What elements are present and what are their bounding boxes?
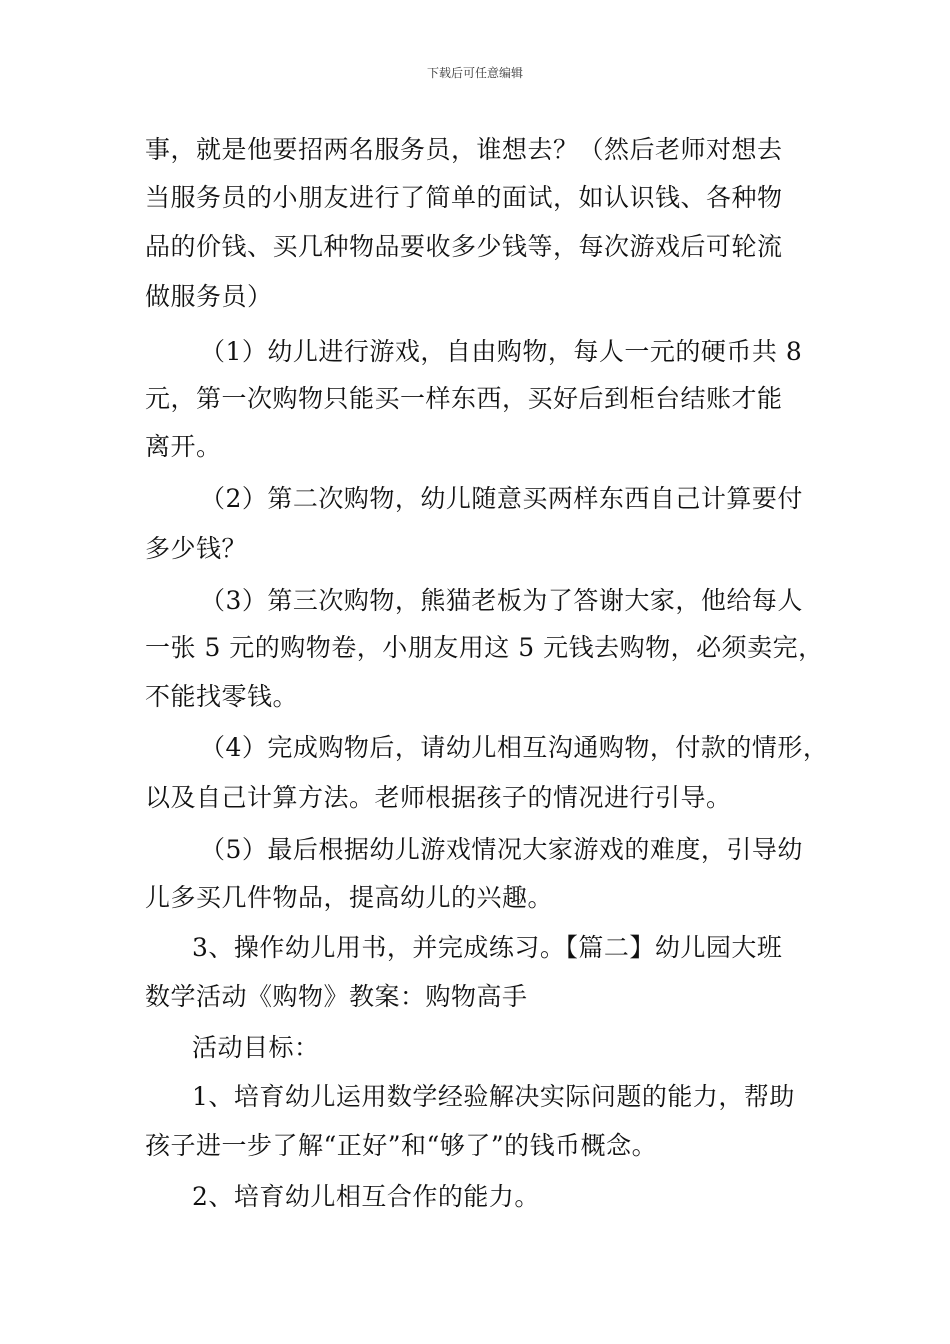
text-line: （2）第二次购物，幼儿随意买两样东西自己计算要付 <box>200 484 803 513</box>
text-line: 儿多买几件物品，提高幼儿的兴趣。 <box>145 883 554 912</box>
text-line: 3、操作幼儿用书，并完成练习。【篇二】幼儿园大班 <box>192 933 783 962</box>
text-line: 1、培育幼儿运用数学经验解决实际问题的能力，帮助 <box>192 1082 795 1111</box>
text-line: 不能找零钱。 <box>145 682 299 711</box>
text-line: 品的价钱、买几种物品要收多少钱等，每次游戏后可轮流 <box>145 232 783 261</box>
text-line: （5）最后根据幼儿游戏情况大家游戏的难度，引导幼 <box>200 835 803 864</box>
text-line: 数学活动《购物》教案：购物高手 <box>145 982 528 1011</box>
text-line: 当服务员的小朋友进行了简单的面试，如认识钱、各种物 <box>145 183 783 212</box>
text-line: （1）幼儿进行游戏，自由购物，每人一元的硬币共 8 <box>200 337 803 366</box>
text-line: 元，第一次购物只能买一样东西，买好后到柜台结账才能 <box>145 384 783 413</box>
page-header: 下载后可任意编辑 <box>426 66 523 80</box>
text-line: （4）完成购物后，请幼儿相互沟通购物，付款的情形， <box>200 733 829 762</box>
text-line: 2、培育幼儿相互合作的能力。 <box>192 1182 540 1211</box>
text-line: 以及自己计算方法。老师根据孩子的情况进行引导。 <box>145 783 732 812</box>
text-line: 离开。 <box>145 432 222 461</box>
text-line: 一张 5 元的购物卷，小朋友用这 5 元钱去购物，必须卖完， <box>145 633 824 662</box>
text-line: （3）第三次购物，熊猫老板为了答谢大家，他给每人 <box>200 586 803 615</box>
text-line: 孩子进一步了解“正好”和“够了”的钱币概念。 <box>145 1131 658 1160</box>
text-line: 做服务员） <box>145 282 273 311</box>
section-heading: 活动目标： <box>192 1033 320 1062</box>
text-line: 事，就是他要招两名服务员，谁想去？（然后老师对想去 <box>145 135 783 164</box>
text-line: 多少钱？ <box>145 534 248 563</box>
